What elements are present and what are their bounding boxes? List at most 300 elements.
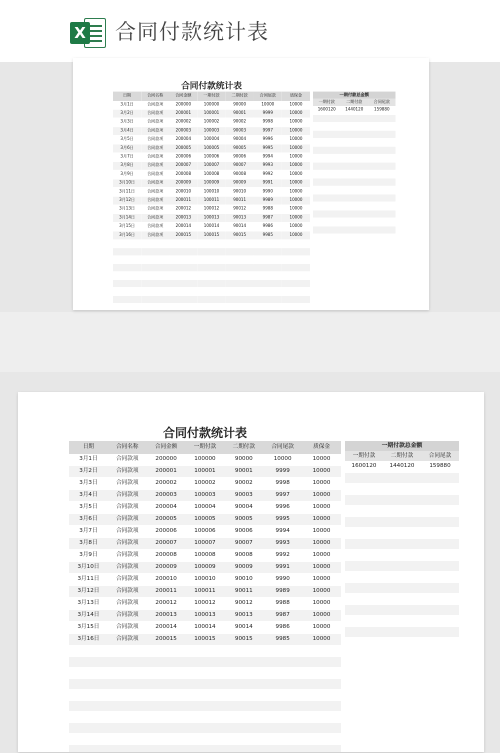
- table-cell: 90006: [224, 526, 263, 538]
- table-cell: 200014: [169, 222, 197, 231]
- table-cell: 200006: [147, 526, 186, 538]
- table-cell: 合同款项: [141, 101, 169, 109]
- page-header: [0, 0, 500, 62]
- preview-document-small: [73, 58, 429, 310]
- table-cell: 200010: [147, 574, 186, 586]
- empty-row: [113, 264, 310, 272]
- table-cell: 合同款项: [141, 231, 169, 240]
- table-cell: 100002: [186, 478, 225, 490]
- table-cell: 100012: [197, 205, 225, 214]
- table-cell: 10000: [282, 153, 310, 162]
- table-cell: 200015: [169, 231, 197, 240]
- table-row: [69, 586, 341, 598]
- table-cell: 200012: [147, 598, 186, 610]
- empty-row: [313, 202, 396, 210]
- table-cell: 9990: [263, 574, 302, 586]
- table-cell: 90009: [226, 179, 254, 188]
- table-cell: 合同款项: [108, 454, 147, 466]
- empty-row: [113, 288, 310, 296]
- table-cell: 10000: [302, 598, 341, 610]
- empty-row: [313, 138, 396, 146]
- table-cell: 200011: [169, 196, 197, 205]
- empty-row: [313, 170, 396, 178]
- empty-row: [113, 256, 310, 264]
- table-cell: 200008: [147, 550, 186, 562]
- table-cell: 9994: [254, 153, 282, 162]
- table-row: [113, 118, 310, 127]
- table-row: [113, 101, 310, 109]
- column-header: 合同金额: [147, 441, 186, 454]
- table-cell: 90014: [226, 222, 254, 231]
- separator-band: [0, 312, 500, 372]
- empty-row: [345, 550, 459, 561]
- empty-row: [345, 506, 459, 517]
- table-cell: 3月3日: [69, 478, 108, 490]
- summary-column-header: 一期付款: [345, 451, 383, 461]
- table-row: [113, 231, 310, 240]
- table-cell: 合同款项: [108, 490, 147, 502]
- table-cell: 合同款项: [141, 109, 169, 118]
- table-cell: 100013: [186, 610, 225, 622]
- empty-row: [345, 561, 459, 572]
- table-cell: 100015: [197, 231, 225, 240]
- table-cell: 3月9日: [69, 550, 108, 562]
- table-row: [113, 109, 310, 118]
- table-cell: 100006: [186, 526, 225, 538]
- empty-row: [313, 146, 396, 154]
- column-header: 质保金: [302, 441, 341, 454]
- summary-column-header: 一期付款: [313, 99, 341, 106]
- table-cell: 90010: [224, 574, 263, 586]
- table-cell: 10000: [282, 179, 310, 188]
- table-cell: 10000: [282, 109, 310, 118]
- table-cell: 90009: [224, 562, 263, 574]
- table-cell: 10000: [282, 214, 310, 223]
- table-row: [113, 170, 310, 179]
- table-cell: 合同款项: [141, 144, 169, 153]
- table-cell: 3月14日: [69, 610, 108, 622]
- table-cell: 合同款项: [141, 188, 169, 197]
- table-cell: 90002: [226, 118, 254, 127]
- table-cell: 3月1日: [69, 454, 108, 466]
- table-cell: 3月9日: [113, 170, 141, 179]
- empty-row: [113, 296, 310, 304]
- table-cell: 3月14日: [113, 214, 141, 223]
- empty-row: [113, 280, 310, 288]
- empty-row: [313, 114, 396, 122]
- table-cell: 9991: [263, 562, 302, 574]
- table-cell: 10000: [282, 222, 310, 231]
- table-cell: 9994: [263, 526, 302, 538]
- table-cell: 200002: [147, 478, 186, 490]
- table-cell: 10000: [282, 196, 310, 205]
- preview-document-large: [18, 392, 484, 752]
- table-cell: 3月7日: [113, 153, 141, 162]
- table-cell: 10000: [282, 162, 310, 171]
- table-cell: 200004: [147, 502, 186, 514]
- table-cell: 9996: [254, 135, 282, 144]
- table-cell: 90007: [226, 162, 254, 171]
- table-row: [113, 205, 310, 214]
- table-cell: 合同款项: [141, 127, 169, 136]
- table-cell: 90013: [226, 214, 254, 223]
- table-row: [113, 162, 310, 171]
- table-cell: 合同款项: [141, 135, 169, 144]
- table-row: [69, 514, 341, 526]
- table-cell: 200007: [169, 162, 197, 171]
- table-cell: 100010: [186, 574, 225, 586]
- summary-title: 一期付款总金额: [313, 92, 396, 99]
- table-cell: 10000: [282, 101, 310, 109]
- table-cell: 3月8日: [113, 162, 141, 171]
- table-cell: 10000: [302, 634, 341, 646]
- table-row: [69, 550, 341, 562]
- table-cell: 9999: [254, 109, 282, 118]
- table-cell: 100005: [197, 144, 225, 153]
- summary-column-header: 合同尾款: [421, 451, 459, 461]
- table-cell: 9988: [263, 598, 302, 610]
- table-cell: 9986: [254, 222, 282, 231]
- summary-column-header: 二期付款: [340, 99, 368, 106]
- table-cell: 3月4日: [113, 127, 141, 136]
- table-cell: 3月12日: [113, 196, 141, 205]
- table-row: [69, 490, 341, 502]
- empty-row: [345, 517, 459, 528]
- table-cell: 合同款项: [108, 538, 147, 550]
- empty-row: [69, 701, 341, 712]
- table-cell: 合同款项: [108, 478, 147, 490]
- table-cell: 100014: [186, 622, 225, 634]
- table-cell: 200013: [147, 610, 186, 622]
- empty-row: [345, 616, 459, 627]
- table-cell: 9986: [263, 622, 302, 634]
- table-cell: 90005: [226, 144, 254, 153]
- table-cell: 9989: [254, 196, 282, 205]
- empty-row: [113, 272, 310, 280]
- empty-row: [313, 218, 396, 226]
- table-row: [113, 144, 310, 153]
- empty-row: [313, 178, 396, 186]
- table-row: [113, 214, 310, 223]
- table-cell: 90008: [224, 550, 263, 562]
- table-cell: 合同款项: [108, 502, 147, 514]
- page-title: 合同付款统计表: [115, 20, 269, 44]
- table-cell: 200010: [169, 188, 197, 197]
- column-header: 质保金: [282, 92, 310, 101]
- table-cell: 100010: [197, 188, 225, 197]
- table-cell: 10000: [282, 170, 310, 179]
- empty-row: [69, 646, 341, 657]
- table-cell: 9999: [263, 466, 302, 478]
- sheet-title: 合同付款统计表: [162, 426, 247, 440]
- table-cell: 10000: [302, 586, 341, 598]
- table-row: [69, 598, 341, 610]
- table-cell: 10000: [282, 127, 310, 136]
- table-cell: 10000: [302, 514, 341, 526]
- table-cell: 9989: [263, 586, 302, 598]
- summary-title: 一期付款总金额: [345, 441, 459, 451]
- table-row: [69, 622, 341, 634]
- table-cell: 9991: [254, 179, 282, 188]
- table-cell: 200009: [147, 562, 186, 574]
- table-cell: 合同款项: [108, 562, 147, 574]
- table-cell: 9997: [263, 490, 302, 502]
- column-header: 日期: [69, 441, 108, 454]
- table-cell: 200011: [147, 586, 186, 598]
- table-cell: 3月2日: [113, 109, 141, 118]
- table-cell: 90010: [226, 188, 254, 197]
- table-cell: 100009: [197, 179, 225, 188]
- table-cell: 10000: [302, 550, 341, 562]
- table-cell: 3月16日: [69, 634, 108, 646]
- table-cell: 合同款项: [108, 598, 147, 610]
- table-row: [69, 574, 341, 586]
- table-row: [69, 634, 341, 646]
- table-cell: 200001: [147, 466, 186, 478]
- table-cell: 3月10日: [69, 562, 108, 574]
- table-cell: 90004: [224, 502, 263, 514]
- column-header: 合同尾款: [254, 92, 282, 101]
- table-cell: 200000: [147, 454, 186, 466]
- table-row: [113, 188, 310, 197]
- empty-row: [313, 122, 396, 130]
- table-cell: 10000: [282, 231, 310, 240]
- table-cell: 100000: [197, 101, 225, 109]
- table-row: [113, 222, 310, 231]
- empty-row: [345, 572, 459, 583]
- table-cell: 200007: [147, 538, 186, 550]
- empty-row: [113, 240, 310, 248]
- excel-logo-letter: X: [70, 22, 90, 44]
- table-cell: 200008: [169, 170, 197, 179]
- table-cell: 10000: [302, 622, 341, 634]
- column-header: 一期付款: [186, 441, 225, 454]
- table-cell: 3月16日: [113, 231, 141, 240]
- table-cell: 200013: [169, 214, 197, 223]
- table-cell: 3月6日: [113, 144, 141, 153]
- table-cell: 100007: [186, 538, 225, 550]
- summary-table: [345, 441, 459, 638]
- empty-row: [69, 734, 341, 745]
- table-cell: 9997: [254, 127, 282, 136]
- empty-row: [313, 162, 396, 170]
- table-cell: 100002: [197, 118, 225, 127]
- table-cell: 90015: [226, 231, 254, 240]
- table-cell: 合同款项: [108, 634, 147, 646]
- excel-logo-icon: [70, 16, 106, 50]
- table-cell: 100008: [186, 550, 225, 562]
- summary-cell: 1600120: [313, 106, 341, 114]
- table-cell: 90003: [224, 490, 263, 502]
- table-cell: 10000: [302, 610, 341, 622]
- empty-row: [345, 583, 459, 594]
- table-cell: 100011: [197, 196, 225, 205]
- column-header: 合同名称: [108, 441, 147, 454]
- table-cell: 合同款项: [108, 526, 147, 538]
- table-cell: 3月8日: [69, 538, 108, 550]
- table-cell: 3月13日: [69, 598, 108, 610]
- table-cell: 合同款项: [141, 153, 169, 162]
- table-cell: 10000: [302, 526, 341, 538]
- empty-row: [345, 528, 459, 539]
- table-cell: 合同款项: [141, 222, 169, 231]
- table-cell: 200005: [169, 144, 197, 153]
- table-row: [69, 502, 341, 514]
- table-cell: 3月10日: [113, 179, 141, 188]
- summary-cell: 1440120: [340, 106, 368, 114]
- table-cell: 90007: [224, 538, 263, 550]
- table-cell: 100013: [197, 214, 225, 223]
- payment-table: [113, 92, 310, 310]
- summary-cell: 159880: [421, 461, 459, 473]
- table-cell: 3月13日: [113, 205, 141, 214]
- table-cell: 9988: [254, 205, 282, 214]
- table-cell: 90000: [224, 454, 263, 466]
- table-row: [113, 179, 310, 188]
- empty-row: [345, 594, 459, 605]
- table-cell: 100001: [197, 109, 225, 118]
- table-cell: 9992: [254, 170, 282, 179]
- table-cell: 3月3日: [113, 118, 141, 127]
- table-row: [113, 127, 310, 136]
- table-cell: 3月1日: [113, 101, 141, 109]
- empty-row: [69, 657, 341, 668]
- table-cell: 90011: [226, 196, 254, 205]
- summary-cell: 1600120: [345, 461, 383, 473]
- summary-row: [345, 461, 459, 473]
- table-cell: 90008: [226, 170, 254, 179]
- table-row: [69, 526, 341, 538]
- table-cell: 9998: [254, 118, 282, 127]
- empty-row: [69, 712, 341, 723]
- table-cell: 9996: [263, 502, 302, 514]
- empty-row: [345, 484, 459, 495]
- table-cell: 合同款项: [141, 196, 169, 205]
- table-cell: 合同款项: [141, 118, 169, 127]
- table-cell: 10000: [282, 118, 310, 127]
- table-cell: 合同款项: [141, 179, 169, 188]
- table-cell: 10000: [302, 466, 341, 478]
- table-cell: 9995: [263, 514, 302, 526]
- table-cell: 合同款项: [108, 586, 147, 598]
- table-cell: 90001: [226, 109, 254, 118]
- table-cell: 10000: [302, 562, 341, 574]
- table-cell: 200003: [169, 127, 197, 136]
- table-cell: 10000: [302, 478, 341, 490]
- table-cell: 200006: [169, 153, 197, 162]
- empty-row: [69, 745, 341, 753]
- payment-table: [69, 441, 341, 752]
- table-cell: 200002: [169, 118, 197, 127]
- table-cell: 200005: [147, 514, 186, 526]
- column-header: 二期付款: [226, 92, 254, 101]
- table-cell: 100000: [186, 454, 225, 466]
- table-cell: 合同款项: [108, 574, 147, 586]
- table-cell: 200000: [169, 101, 197, 109]
- table-cell: 3月6日: [69, 514, 108, 526]
- table-cell: 10000: [302, 574, 341, 586]
- table-row: [69, 538, 341, 550]
- table-cell: 90000: [226, 101, 254, 109]
- table-cell: 90015: [224, 634, 263, 646]
- table-cell: 3月2日: [69, 466, 108, 478]
- table-cell: 100001: [186, 466, 225, 478]
- table-row: [69, 466, 341, 478]
- table-cell: 200003: [147, 490, 186, 502]
- table-row: [113, 196, 310, 205]
- table-cell: 9992: [263, 550, 302, 562]
- table-cell: 100008: [197, 170, 225, 179]
- table-cell: 3月4日: [69, 490, 108, 502]
- table-cell: 200001: [169, 109, 197, 118]
- table-cell: 10000: [302, 490, 341, 502]
- table-cell: 100012: [186, 598, 225, 610]
- table-row: [69, 478, 341, 490]
- table-cell: 100015: [186, 634, 225, 646]
- table-cell: 200014: [147, 622, 186, 634]
- table-cell: 10000: [263, 454, 302, 466]
- table-row: [69, 454, 341, 466]
- table-cell: 10000: [302, 454, 341, 466]
- summary-column-header: 合同尾款: [368, 99, 396, 106]
- table-row: [69, 610, 341, 622]
- empty-row: [345, 627, 459, 638]
- table-cell: 90005: [224, 514, 263, 526]
- table-cell: 3月7日: [69, 526, 108, 538]
- column-header: 合同名称: [141, 92, 169, 101]
- table-cell: 100004: [186, 502, 225, 514]
- empty-row: [345, 473, 459, 484]
- table-row: [69, 562, 341, 574]
- empty-row: [113, 304, 310, 310]
- table-cell: 90013: [224, 610, 263, 622]
- sheet-title: 合同付款统计表: [181, 80, 242, 91]
- summary-table: [313, 92, 396, 235]
- table-cell: 200004: [169, 135, 197, 144]
- empty-row: [69, 679, 341, 690]
- table-cell: 90002: [224, 478, 263, 490]
- table-cell: 90001: [224, 466, 263, 478]
- table-cell: 10000: [282, 205, 310, 214]
- table-cell: 90003: [226, 127, 254, 136]
- table-cell: 9987: [254, 214, 282, 223]
- table-cell: 9995: [254, 144, 282, 153]
- table-cell: 合同款项: [108, 622, 147, 634]
- table-cell: 100003: [197, 127, 225, 136]
- table-cell: 10000: [254, 101, 282, 109]
- summary-cell: 159880: [368, 106, 396, 114]
- table-row: [113, 135, 310, 144]
- empty-row: [313, 194, 396, 202]
- table-cell: 合同款项: [141, 214, 169, 223]
- table-cell: 9985: [263, 634, 302, 646]
- table-cell: 3月5日: [113, 135, 141, 144]
- empty-row: [313, 186, 396, 194]
- column-header: 一期付款: [197, 92, 225, 101]
- table-cell: 9985: [254, 231, 282, 240]
- table-cell: 100007: [197, 162, 225, 171]
- empty-row: [313, 130, 396, 138]
- empty-row: [345, 495, 459, 506]
- table-cell: 9993: [263, 538, 302, 550]
- empty-row: [313, 226, 396, 234]
- table-cell: 200015: [147, 634, 186, 646]
- column-header: 合同尾款: [263, 441, 302, 454]
- table-cell: 合同款项: [108, 466, 147, 478]
- table-cell: 9993: [254, 162, 282, 171]
- empty-row: [313, 154, 396, 162]
- table-cell: 90012: [224, 598, 263, 610]
